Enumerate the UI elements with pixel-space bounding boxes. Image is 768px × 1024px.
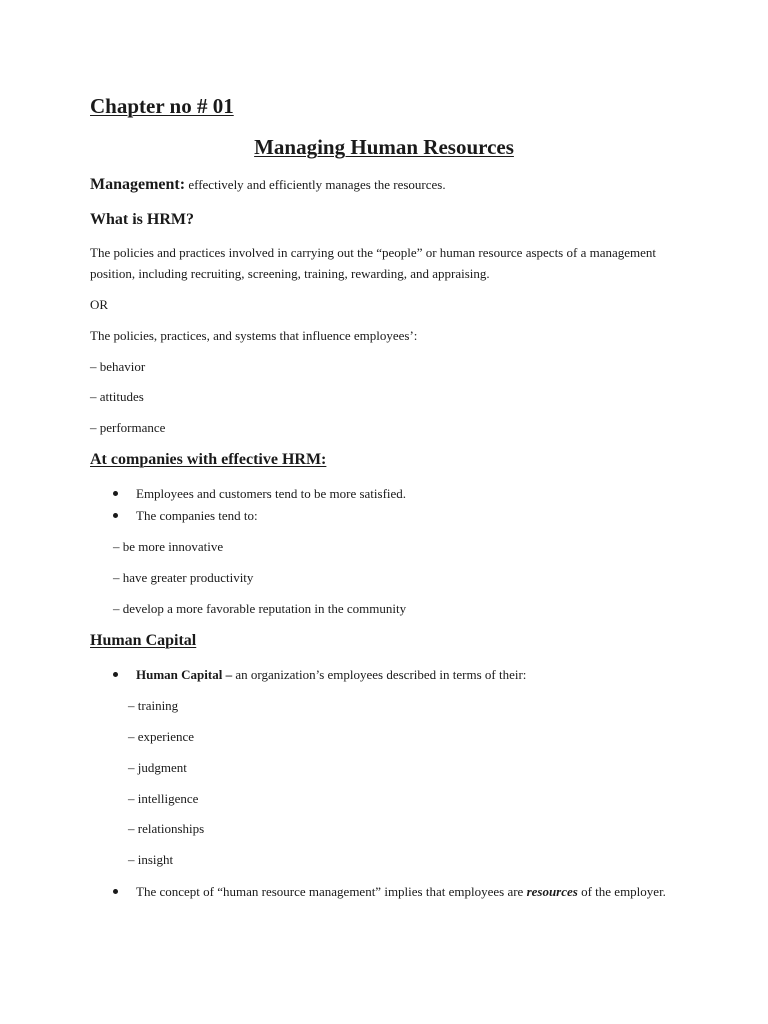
chapter-heading: Chapter no # 01 — [90, 94, 234, 118]
hrm-item-behavior: – behavior — [90, 359, 146, 374]
human-capital-bullet — [136, 668, 526, 681]
capital-item-experience: – experience — [128, 729, 195, 744]
hrm-definition-2: The policies, practices, and systems that influence employees’: — [90, 328, 418, 343]
bullet-dot — [113, 491, 118, 496]
hrm-heading: What is HRM? — [90, 211, 194, 228]
human-capital-term: Human Capital – — [136, 667, 233, 682]
bullet-dot — [113, 889, 118, 894]
hrm-item-attitudes: – attitudes — [90, 389, 144, 404]
effective-item-productivity: – have greater productivity — [113, 570, 254, 585]
effective-hrm-heading: At companies with effective HRM: — [90, 451, 327, 468]
bullet-dot — [113, 672, 118, 677]
page-title: Managing Human Resources — [254, 135, 514, 159]
capital-item-relationships: – relationships — [128, 821, 205, 836]
capital-item-intelligence: – intelligence — [128, 791, 199, 806]
bullet-dot — [113, 513, 118, 518]
human-capital-heading: Human Capital — [90, 632, 197, 649]
human-capital-text: an organization’s employees described in terms of their: — [232, 667, 527, 682]
effective-bullet-satisfied: Employees and customers tend to be more satisfied. — [136, 486, 407, 501]
management-definition — [90, 177, 446, 193]
capital-item-insight: – insight — [128, 852, 174, 867]
effective-item-reputation: – develop a more favorable reputation in the community — [113, 601, 407, 616]
hrm-concept-bullet — [136, 881, 676, 902]
capital-item-training: – training — [128, 698, 179, 713]
hrm-definition: The policies and practices involved in carrying out the “people” or human resource aspects of a management position, including recruiting, screening, training, rewarding, and appraising. — [90, 245, 657, 281]
effective-item-innovative: – be more innovative — [113, 539, 224, 554]
concept-text-post: of the employer. — [577, 884, 666, 899]
capital-item-judgment: – judgment — [128, 760, 187, 775]
management-text: effectively and efficiently manages the resources. — [185, 177, 446, 192]
or-separator: OR — [90, 297, 109, 312]
hrm-item-performance: – performance — [90, 420, 166, 435]
management-term: Management: — [90, 176, 186, 193]
effective-bullet-tend: The companies tend to: — [136, 508, 258, 523]
concept-emphasis: resources — [526, 884, 578, 899]
concept-text-pre: The concept of “human resource management” implies that employees are — [136, 884, 527, 899]
